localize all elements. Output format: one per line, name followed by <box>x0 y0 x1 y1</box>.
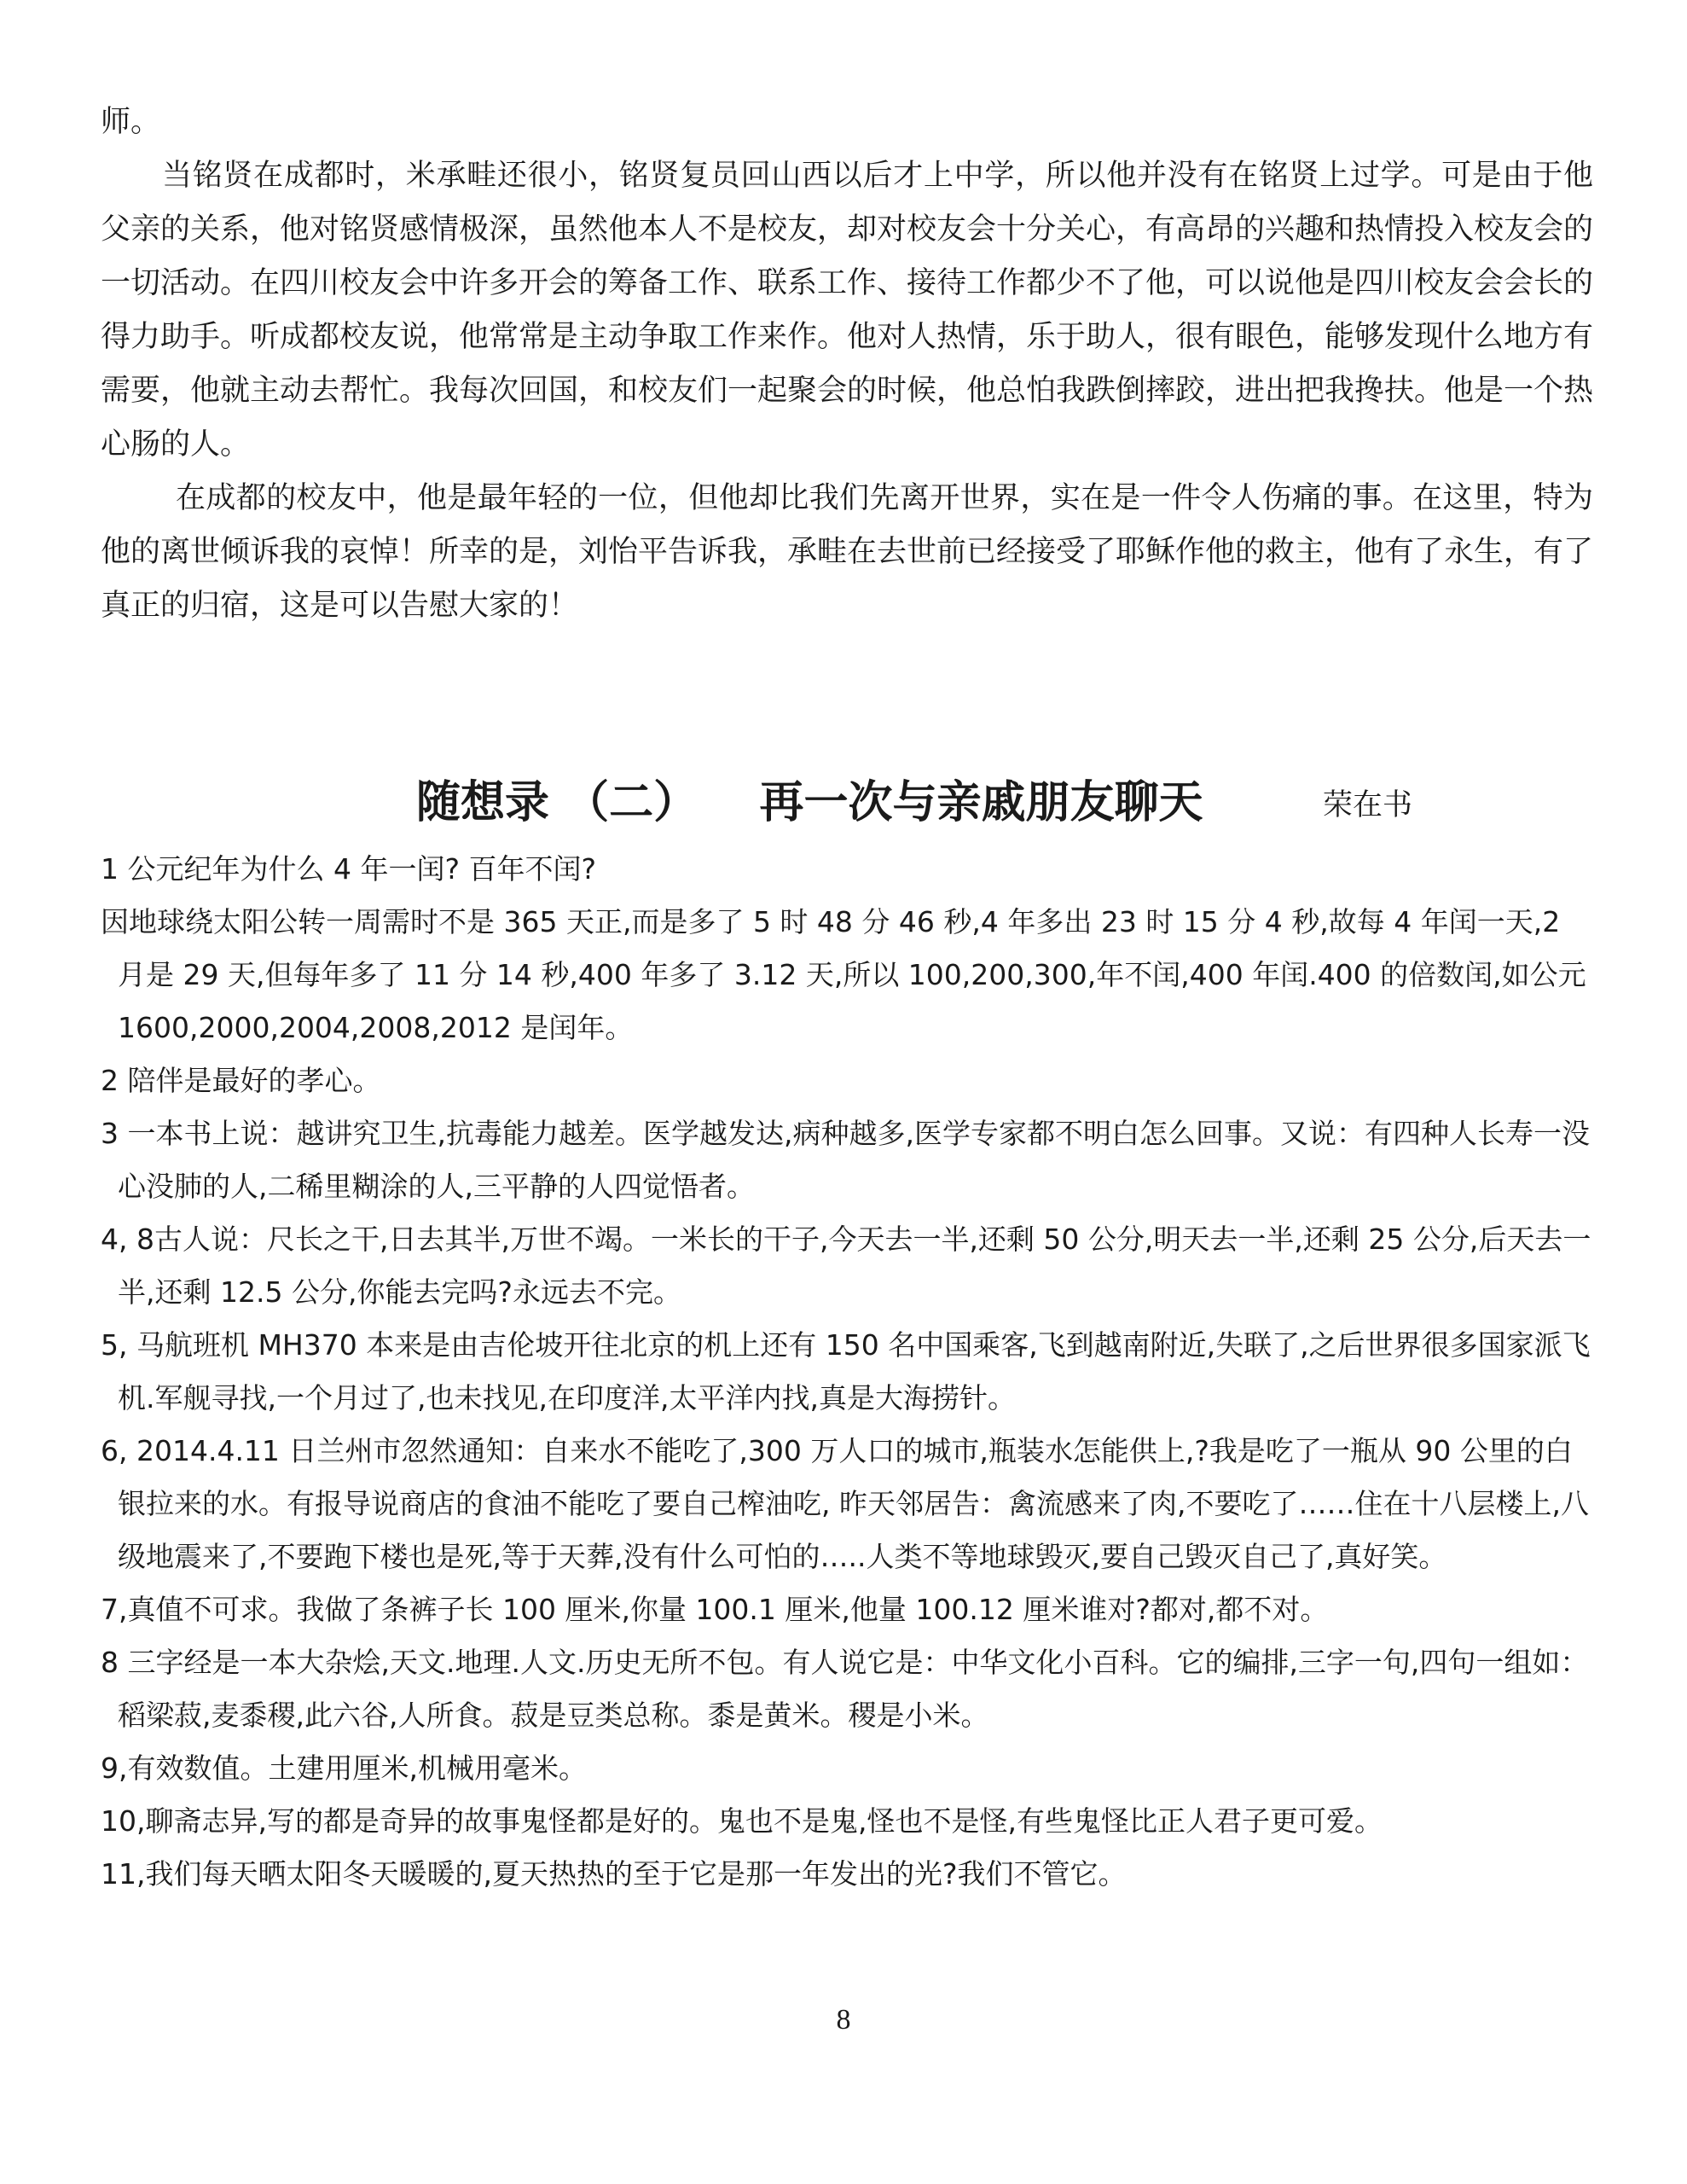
page-number: 8 <box>836 2004 851 2036</box>
list-item: 7,真值不可求。我做了条裤子长 100 厘米,你量 100.1 厘米,他量 100.12 厘米谁对?都对,都不对。 <box>101 1593 1329 1626</box>
list-item: 6, 2014.4.11 日兰州市忽然通知：自来水不能吃了,300 万人口的城市,瓶装水怎能供上,?我是吃了一瓶从 90 公里的白银拉来的水。有报导说商店的食油不能吃了要自己榨油吃, 昨天邻居告：禽流感来了肉,不要吃了……住在十八层楼上,八级地震来了,不要跑下楼也是死,等于天葬,没有什么可怕的…..人类不等地球毁灭,要自己毁灭自己了,真好笑。 <box>101 1434 1589 1573</box>
list-item: 5, 马航班机 MH370 本来是由吉伦坡开往北京的机上还有 150 名中国乘客,飞到越南附近,失联了,之后世界很多国家派飞机.军舰寻找,一个月过了,也未找见,在印度洋,太平洋内找,真是大海捞针。 <box>101 1328 1591 1414</box>
section-title: 随想录 （二） 再一次与亲戚朋友聊天 <box>416 777 1203 828</box>
section-header <box>0 773 1687 833</box>
essay-paragraph: 在成都的校友中，他是最年轻的一位，但他却比我们先离开世界，实在是一件令人伤痛的事。在这里，特为他的离世倾诉我的哀悼！所幸的是，刘怡平告诉我，承畦在去世前已经接受了耶稣作他的救主，他有了永生，有了真正的归宿，这是可以告慰大家的！ <box>101 481 1594 623</box>
list-item: 2 陪伴是最好的孝心。 <box>101 1064 381 1097</box>
list-item: 8 三字经是一本大杂烩,天文.地理.人文.历史无所不包。有人说它是：中华文化小百科。它的编排,三字一句,四句一组如：稻梁菽,麦黍稷,此六谷,人所食。菽是豆类总称。黍是黄米。稷是小米。 <box>101 1646 1589 1732</box>
essay-paragraph: 当铭贤在成都时，米承畦还很小，铭贤复员回山西以后才上中学，所以他并没有在铭贤上过学。可是由于他父亲的关系，他对铭贤感情极深，虽然他本人不是校友，却对校友会十分关心，有高昂的兴趣和热情投入校友会的一切活动。在四川校友会中许多开会的筹备工作、联系工作、接待工作都少不了他，可以说他是四川校友会会长的得力助手。听成都校友说，他常常是主动争取工作来作。他对人热情，乐于助人，很有眼色，能够发现什么地方有需要，他就主动去帮忙。我每次回国，和校友们一起聚会的时候，他总怕我跌倒摔跤，进出把我搀扶。他是一个热心肠的人。 <box>101 159 1594 462</box>
list-item: 10,聊斋志异,写的都是奇异的故事鬼怪都是好的。鬼也不是鬼,怪也不是怪,有些鬼怪比正人君子更可爱。 <box>101 1804 1383 1838</box>
essay-paragraph-continued: 师。 <box>101 105 161 139</box>
list-item: 4, 8古人说：尺长之干,日去其半,万世不竭。一米长的干子,今天去一半,还剩 50 公分,明天去一半,还剩 25 公分,后天去一半,还剩 12.5 公分,你能去完吗?永远去不完。 <box>101 1223 1591 1309</box>
list-item: 9,有效数值。土建用厘米,机械用毫米。 <box>101 1751 587 1785</box>
list-item: 1 公元纪年为什么 4 年一闰? 百年不闰? <box>101 852 596 886</box>
list-item: 11,我们每天晒太阳冬天暖暖的,夏天热热的至于它是那一年发出的光?我们不管它。 <box>101 1857 1127 1891</box>
list-item: 因地球绕太阳公转一周需时不是 365 天正,而是多了 5 时 48 分 46 秒,4 年多出 23 时 15 分 4 秒,故每 4 年闰一天,2 月是 29 天,但每年多了 11 分 14 秒,400 年多了 3.12 天,所以 100,200,300,年不闰,400 年闰.400 的倍数闰,如公元 1600,2000,2004,2008,2012 是闰年。 <box>101 905 1586 1044</box>
list-item: 3 一本书上说：越讲究卫生,抗毒能力越差。医学越发达,病种越多,医学专家都不明白怎么回事。又说：有四种人长寿一没心没肺的人,二稀里糊涂的人,三平静的人四觉悟者。 <box>101 1117 1590 1203</box>
notes-list <box>101 843 1595 1901</box>
section-author: 荣在书 <box>1323 788 1413 822</box>
essay-body <box>101 96 1593 633</box>
